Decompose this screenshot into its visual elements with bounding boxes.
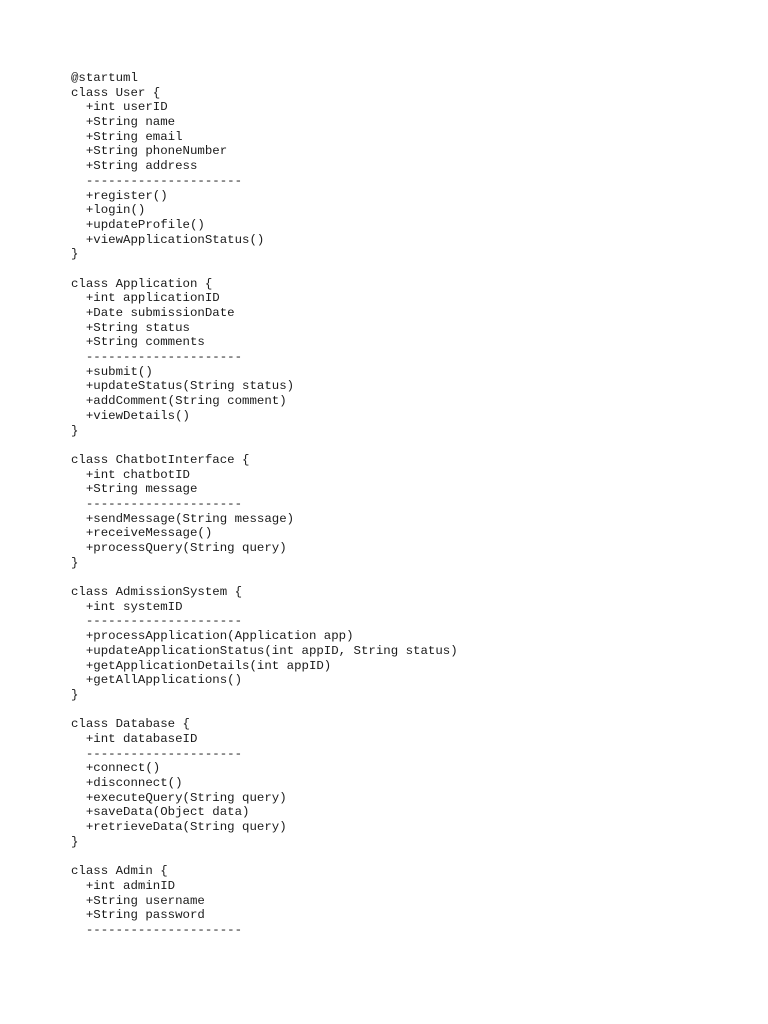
code-line: +String name: [71, 115, 176, 130]
code-line: +updateApplicationStatus(int appID, String status): [71, 643, 458, 658]
code-line: +processApplication(Application app): [71, 629, 354, 644]
code-line: +String email: [71, 129, 183, 144]
code-line: }: [71, 423, 79, 438]
code-line: +sendMessage(String message): [71, 511, 295, 526]
code-line: +getAllApplications(): [71, 673, 243, 688]
code-line: ---------------------: [71, 614, 243, 629]
code-line: class Admin {: [71, 864, 168, 879]
code-line: [71, 703, 458, 718]
code-line: +connect(): [71, 761, 161, 776]
code-line: +updateStatus(String status): [71, 379, 295, 394]
code-line: ---------------------: [71, 746, 243, 761]
code-line: +login(): [71, 203, 146, 218]
code-line: [71, 262, 458, 277]
code-line: [71, 570, 458, 585]
code-line: class User {: [71, 85, 161, 100]
code-line: +updateProfile(): [71, 217, 205, 232]
code-line: +Date submissionDate: [71, 306, 235, 320]
code-line: class ChatbotInterface {: [71, 452, 250, 467]
code-line: class Application {: [71, 276, 213, 291]
code-line: +saveData(Object data): [71, 805, 250, 820]
code-line: +int userID: [71, 100, 168, 115]
code-line: +viewDetails(): [71, 408, 190, 423]
code-line: +String password: [71, 908, 205, 923]
code-line: +int applicationID: [71, 291, 220, 306]
code-line: +submit(): [71, 364, 153, 379]
code-line: ---------------------: [71, 922, 243, 937]
code-line: }: [71, 687, 79, 702]
code-line: +getApplicationDetails(int appID): [71, 658, 332, 673]
code-line: +int chatbotID: [71, 467, 190, 482]
code-line: +String comments: [71, 335, 205, 350]
code-line: +String address: [71, 159, 198, 174]
code-line: class AdmissionSystem {: [71, 585, 243, 600]
code-line: +int adminID: [71, 878, 176, 893]
code-line: ---------------------: [71, 350, 243, 365]
code-line: class Database {: [71, 717, 190, 732]
code-line: +String status: [71, 320, 190, 335]
code-line: +disconnect(): [71, 776, 183, 790]
code-line: +register(): [71, 188, 168, 203]
code-line: +processQuery(String query): [71, 541, 287, 555]
code-line: +String phoneNumber: [71, 144, 228, 159]
code-line: ---------------------: [71, 173, 243, 188]
code-line: @startuml: [71, 71, 138, 85]
code-line: +retrieveData(String query): [71, 820, 287, 835]
code-line: +String username: [71, 893, 205, 908]
code-line: +String message: [71, 482, 198, 497]
code-line: }: [71, 247, 79, 262]
code-line: ---------------------: [71, 496, 243, 511]
code-line: +viewApplicationStatus(): [71, 232, 265, 247]
code-line: +int databaseID: [71, 731, 198, 746]
plantuml-code-block: [71, 71, 458, 938]
code-line: }: [71, 834, 79, 849]
code-line: +executeQuery(String query): [71, 790, 287, 805]
code-line: +addComment(String comment): [71, 394, 287, 409]
code-line: +int systemID: [71, 599, 183, 614]
code-line: [71, 849, 458, 864]
code-line: [71, 438, 458, 453]
code-line: }: [71, 555, 79, 570]
code-line: +receiveMessage(): [71, 526, 213, 541]
